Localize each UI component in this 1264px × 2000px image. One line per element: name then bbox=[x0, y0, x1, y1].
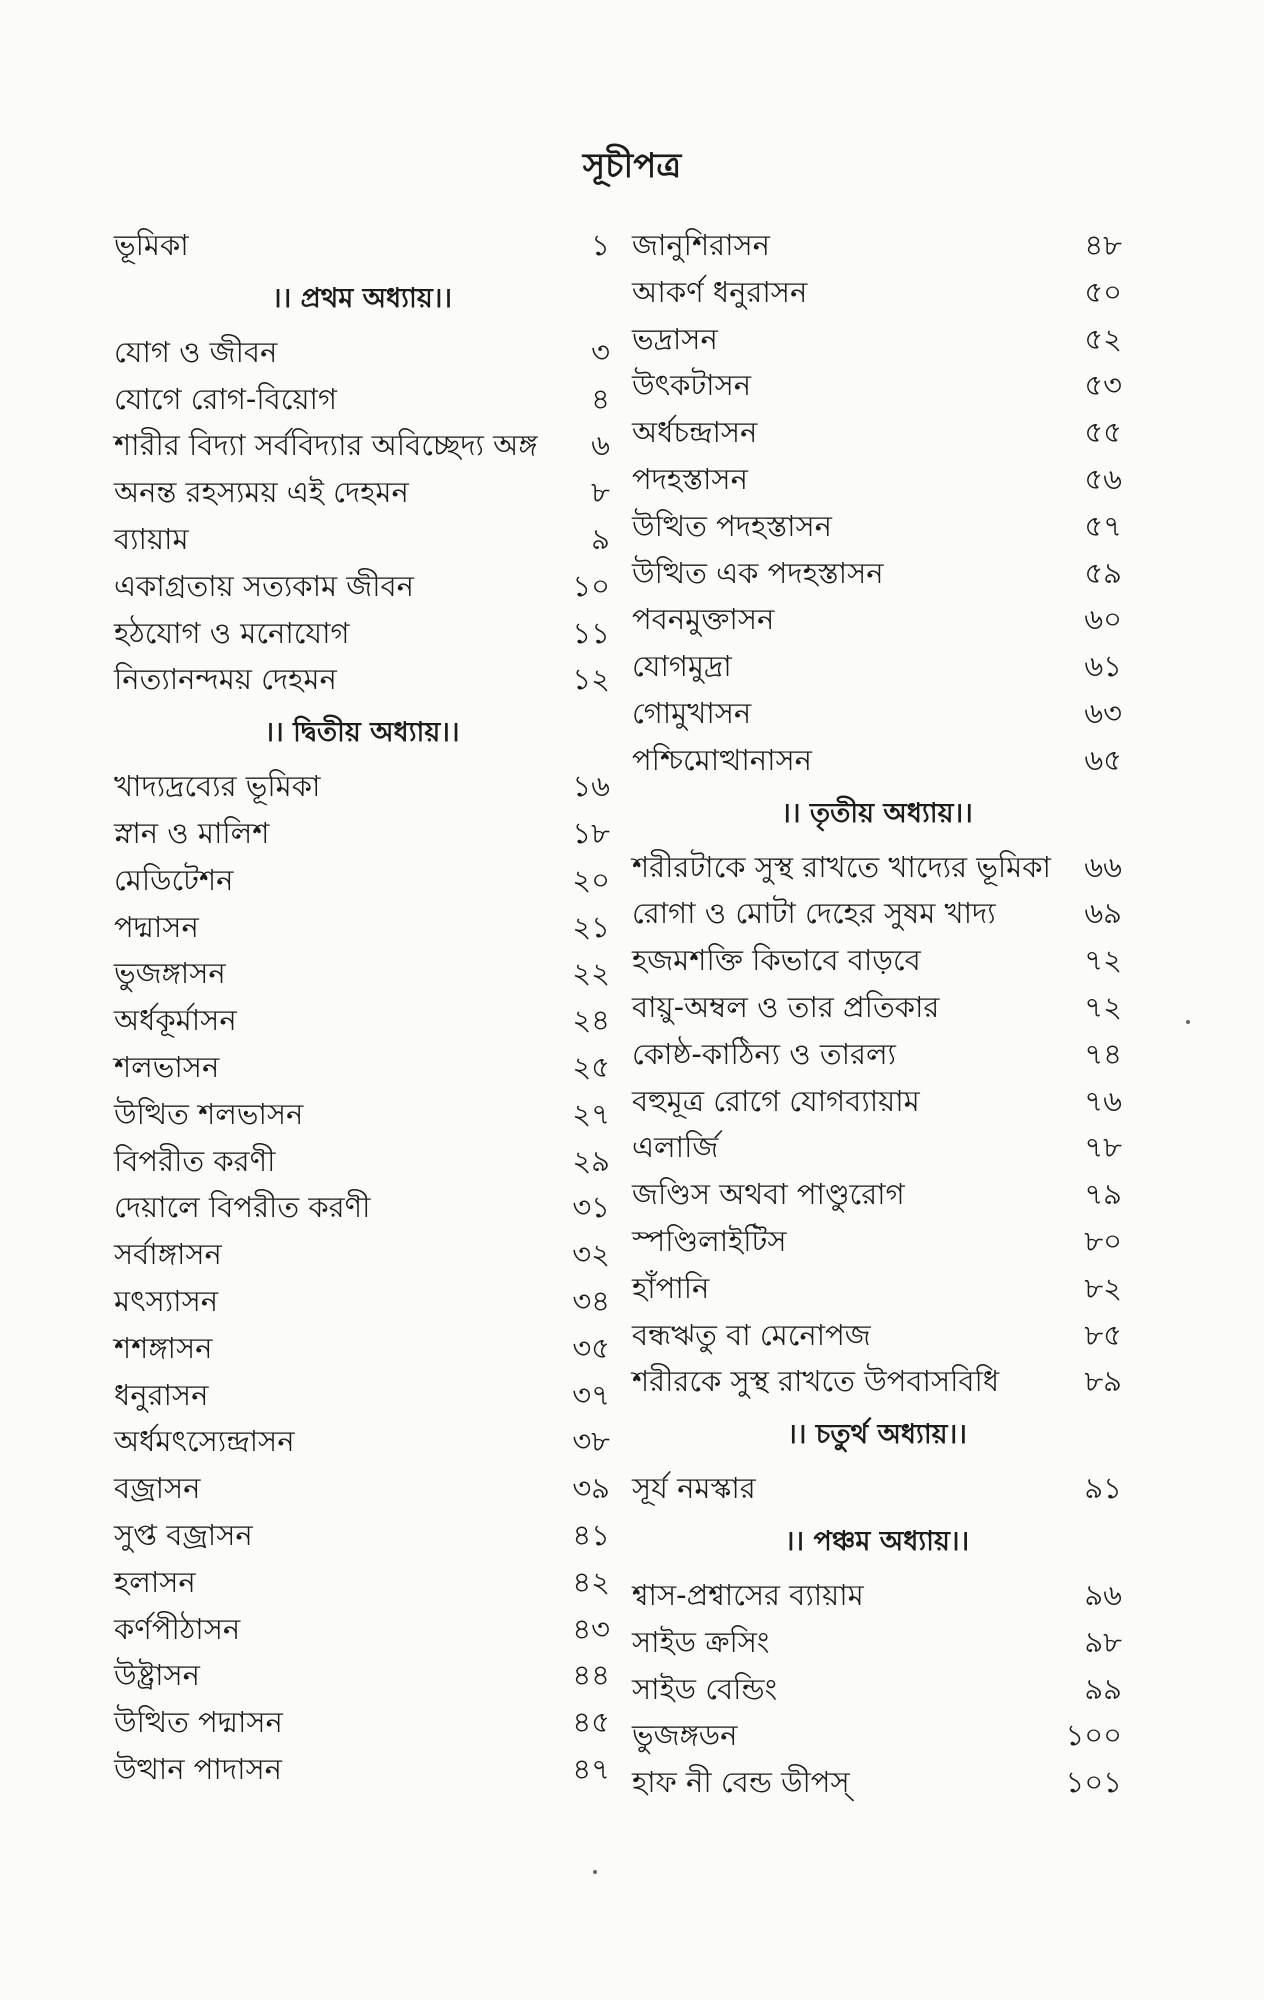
toc-entry[interactable] bbox=[632, 1171, 1122, 1218]
toc-entry-title: শরীরটাকে সুস্থ রাখতে খাদ্যের ভূমিকা bbox=[632, 849, 1051, 884]
toc-entry[interactable] bbox=[632, 1358, 1122, 1405]
toc-entry-title: অনন্ত রহস্যময় এই দেহমন bbox=[114, 475, 409, 510]
toc-entry-title: বায়ু-অম্বল ও তার প্রতিকার bbox=[632, 989, 940, 1024]
toc-entry[interactable] bbox=[632, 1619, 1122, 1666]
toc-entry[interactable] bbox=[632, 1572, 1122, 1619]
toc-entry-title: পদ্মাসন bbox=[114, 909, 199, 944]
toc-entry[interactable] bbox=[632, 1124, 1122, 1171]
toc-entry-page: ৭৯ bbox=[1084, 1177, 1122, 1212]
toc-entry[interactable] bbox=[114, 376, 610, 423]
toc-entry-page: ৯ bbox=[591, 521, 610, 556]
toc-entry-title: সাইড বেন্ডিং bbox=[632, 1671, 778, 1706]
toc-entry-page: ৭৪ bbox=[1084, 1036, 1122, 1071]
toc-entry-page: ৬৫ bbox=[1084, 742, 1122, 777]
toc-entry-title: কোষ্ঠ-কাঠিন্য ও তারল্য bbox=[632, 1036, 896, 1071]
toc-entry-title: একাগ্রতায় সত্যকাম জীবন bbox=[114, 568, 414, 603]
toc-entry-title: অর্ধমৎস্যেন্দ্রাসন bbox=[114, 1424, 295, 1459]
toc-entry[interactable] bbox=[114, 1278, 610, 1325]
toc-entry-page: ১৬ bbox=[572, 769, 610, 804]
toc-entry[interactable] bbox=[114, 1652, 610, 1699]
toc-entry[interactable] bbox=[114, 1699, 610, 1746]
toc-entry[interactable] bbox=[632, 1712, 1122, 1759]
toc-entry-title: মেডিটেশন bbox=[114, 862, 234, 897]
toc-entry-title: যোগ ও জীবন bbox=[114, 334, 278, 369]
toc-entry-page: ৮২ bbox=[1084, 1270, 1122, 1305]
toc-entry-page: ৫৬ bbox=[1084, 461, 1122, 496]
toc-entry-page: ১১ bbox=[572, 615, 610, 650]
toc-entry[interactable] bbox=[114, 1325, 610, 1372]
toc-entry-page: ৯৬ bbox=[1084, 1577, 1122, 1612]
toc-entry-title: সাইড ক্রসিং bbox=[632, 1624, 770, 1659]
toc-entry-title: জণ্ডিস অথবা পাণ্ডুরোগ bbox=[632, 1177, 905, 1212]
toc-entry-page: ৬১ bbox=[1084, 649, 1122, 684]
toc-entry[interactable] bbox=[114, 1559, 610, 1606]
toc-entry-title: মৎস্যাসন bbox=[114, 1283, 219, 1318]
toc-entry-title: সুপ্ত বজ্রাসন bbox=[114, 1517, 253, 1552]
toc-entry-title: যোগে রোগ-বিয়োগ bbox=[114, 381, 337, 416]
toc-entry[interactable] bbox=[632, 456, 1122, 503]
toc-entry[interactable] bbox=[114, 610, 610, 657]
toc-entry[interactable] bbox=[632, 550, 1122, 597]
toc-entry-title: অর্ধকূর্মাসন bbox=[114, 1003, 237, 1038]
toc-entry[interactable] bbox=[632, 269, 1122, 316]
toc-entry[interactable] bbox=[114, 469, 610, 516]
toc-entry-page: ৮৫ bbox=[1084, 1317, 1122, 1352]
toc-entry[interactable] bbox=[114, 997, 610, 1044]
toc-entry-page: ৭২ bbox=[1084, 943, 1122, 978]
toc-entry[interactable] bbox=[114, 1184, 610, 1231]
toc-entry-page: ৩৮ bbox=[572, 1424, 610, 1459]
toc-entry[interactable] bbox=[632, 690, 1122, 737]
toc-entry-page: ৪৭ bbox=[572, 1751, 610, 1786]
toc-entry[interactable] bbox=[114, 1465, 610, 1512]
toc-entry-page: ৪৩ bbox=[572, 1611, 610, 1646]
toc-entry-page: ৩ bbox=[591, 334, 610, 369]
toc-entry-title: বজ্রাসন bbox=[114, 1471, 201, 1506]
toc-entry-title: হাঁপানি bbox=[632, 1270, 710, 1305]
page-title: সূচীপত্র bbox=[582, 146, 682, 186]
toc-entry-page: ৩৯ bbox=[572, 1471, 610, 1506]
toc-entry-title: হঠযোগ ও মনোযোগ bbox=[114, 615, 350, 650]
toc-entry[interactable] bbox=[632, 1666, 1122, 1713]
toc-entry-page: ৫৯ bbox=[1084, 555, 1122, 590]
toc-entry-page: ২১ bbox=[572, 909, 610, 944]
toc-entry[interactable] bbox=[632, 409, 1122, 456]
toc-entry-title: যোগমুদ্রা bbox=[632, 649, 732, 684]
toc-entry[interactable] bbox=[114, 1044, 610, 1091]
toc-entry[interactable] bbox=[114, 222, 610, 269]
toc-entry-page: ১ bbox=[591, 228, 610, 262]
toc-entry-title: পদহস্তাসন bbox=[632, 461, 748, 496]
toc-entry-page: ২৭ bbox=[572, 1096, 610, 1131]
toc-entry-title: উষ্ট্রাসন bbox=[114, 1658, 200, 1693]
toc-entry[interactable] bbox=[114, 656, 610, 703]
toc-entry-title: উত্থিত পদহস্তাসন bbox=[632, 508, 832, 543]
toc-entry[interactable] bbox=[114, 1091, 610, 1138]
toc-entry-title: বহুমূত্র রোগে যোগব্যায়াম bbox=[632, 1083, 920, 1118]
toc-entry-title: ভুজঙ্গাসন bbox=[114, 956, 226, 991]
toc-entry-title: কর্ণপীঠাসন bbox=[114, 1611, 241, 1646]
toc-entry-title: খাদ্যদ্রব্যের ভূমিকা bbox=[114, 769, 321, 804]
toc-entry[interactable] bbox=[632, 1218, 1122, 1265]
toc-entry-page: ৯৯ bbox=[1084, 1671, 1122, 1706]
toc-entry[interactable] bbox=[632, 222, 1122, 269]
toc-entry-page: ৩১ bbox=[572, 1190, 610, 1225]
toc-entry-title: পশ্চিমোত্থানাসন bbox=[632, 742, 812, 777]
chapter-heading: ।। দ্বিতীয় অধ্যায়।। bbox=[264, 717, 460, 749]
toc-entry[interactable] bbox=[114, 810, 610, 857]
toc-entry-title: শারীর বিদ্যা সর্ববিদ্যার অবিচ্ছেদ্য অঙ্গ bbox=[114, 428, 538, 463]
toc-entry-title: সূর্য নমস্কার bbox=[632, 1471, 756, 1506]
toc-entry-page: ৪ bbox=[591, 381, 610, 416]
toc-entry-title: গোমুখাসন bbox=[632, 695, 752, 730]
toc-entry[interactable] bbox=[114, 1512, 610, 1559]
toc-entry[interactable] bbox=[632, 1265, 1122, 1312]
toc-entry-page: ২০ bbox=[572, 862, 610, 897]
toc-entry-page: ৪৮ bbox=[1084, 228, 1122, 262]
toc-entry[interactable] bbox=[632, 1465, 1122, 1512]
toc-entry[interactable] bbox=[114, 422, 610, 469]
chapter-heading: ।। চতুর্থ অধ্যায়।। bbox=[787, 1419, 967, 1451]
toc-entry[interactable] bbox=[114, 1231, 610, 1278]
toc-entry-page: ৮ bbox=[591, 475, 610, 510]
toc-entry-title: শশঙ্গাসন bbox=[114, 1330, 213, 1365]
toc-entry-page: ১৮ bbox=[572, 815, 610, 850]
toc-left-column bbox=[114, 222, 610, 1793]
toc-entry-title: রোগা ও মোটা দেহের সুষম খাদ্য bbox=[632, 896, 996, 931]
toc-entry[interactable] bbox=[632, 1078, 1122, 1125]
chapter-heading: ।। তৃতীয় অধ্যায়।। bbox=[781, 797, 973, 829]
toc-entry-page: ৯৮ bbox=[1084, 1624, 1122, 1659]
toc-entry[interactable] bbox=[632, 503, 1122, 550]
toc-entry-title: দেয়ালে বিপরীত করণী bbox=[114, 1190, 371, 1225]
toc-entry[interactable] bbox=[114, 563, 610, 610]
toc-entry-title: উত্থিত এক পদহস্তাসন bbox=[632, 555, 884, 590]
toc-entry-title: উত্থিত পদ্মাসন bbox=[114, 1705, 283, 1740]
toc-entry-title: উৎকটাসন bbox=[632, 368, 752, 403]
toc-entry-title: বিপরীত করণী bbox=[114, 1143, 276, 1178]
toc-entry-title: জানুশিরাসন bbox=[632, 228, 770, 262]
toc-entry-title: শ্বাস-প্রশ্বাসের ব্যায়াম bbox=[632, 1577, 864, 1612]
speck-mark bbox=[593, 1870, 597, 1874]
toc-entry-page: ৮০ bbox=[1084, 1223, 1122, 1258]
toc-entry[interactable] bbox=[632, 844, 1122, 891]
toc-entry-page: ৮৯ bbox=[1084, 1364, 1122, 1399]
toc-entry[interactable] bbox=[632, 362, 1122, 409]
toc-entry-page: ৭৬ bbox=[1084, 1083, 1122, 1118]
toc-entry-title: অর্ধচন্দ্রাসন bbox=[632, 415, 758, 450]
toc-entry[interactable] bbox=[632, 890, 1122, 937]
toc-entry-title: হজমশক্তি কিভাবে বাড়বে bbox=[632, 943, 921, 978]
toc-entry-page: ৫৫ bbox=[1084, 415, 1122, 450]
toc-entry-title: বন্ধঋতু বা মেনোপজ bbox=[632, 1317, 871, 1352]
toc-entry[interactable] bbox=[114, 1372, 610, 1419]
toc-entry-title: ধনুরাসন bbox=[114, 1377, 209, 1412]
toc-entry-title: স্পণ্ডিলাইটিস bbox=[632, 1223, 787, 1258]
toc-entry-page: ৫০ bbox=[1084, 274, 1122, 309]
toc-entry-page: ২২ bbox=[572, 956, 610, 991]
toc-entry-title: ভূমিকা bbox=[114, 228, 189, 262]
toc-entry-page: ৫৩ bbox=[1084, 368, 1122, 403]
toc-entry-title: হাফ নী বেন্ড ডীপস্ bbox=[632, 1765, 850, 1800]
toc-entry-page: ৪১ bbox=[572, 1517, 610, 1552]
toc-entry-page: ৯১ bbox=[1084, 1471, 1122, 1506]
toc-entry[interactable] bbox=[632, 737, 1122, 784]
toc-entry-title: নিত্যানন্দময় দেহমন bbox=[114, 662, 337, 697]
toc-entry[interactable] bbox=[114, 1746, 610, 1793]
toc-entry-page: ৩৭ bbox=[572, 1377, 610, 1412]
toc-entry[interactable] bbox=[632, 1759, 1122, 1806]
toc-entry[interactable] bbox=[632, 596, 1122, 643]
toc-entry-title: উত্থিত শলভাসন bbox=[114, 1096, 304, 1131]
chapter-heading: ।। প্রথম অধ্যায়।। bbox=[271, 282, 453, 314]
toc-entry-page: ২৪ bbox=[572, 1003, 610, 1038]
toc-entry-page: ১০১ bbox=[1065, 1765, 1122, 1800]
toc-entry-title: এলার্জি bbox=[632, 1130, 719, 1165]
toc-entry-title: উত্থান পাদাসন bbox=[114, 1751, 282, 1786]
toc-entry[interactable] bbox=[632, 316, 1122, 363]
toc-entry-title: হলাসন bbox=[114, 1564, 196, 1599]
toc-entry-title: পবনমুক্তাসন bbox=[632, 602, 775, 637]
speck-mark bbox=[1186, 1020, 1190, 1024]
toc-entry-page: ৭৮ bbox=[1084, 1130, 1122, 1165]
toc-entry[interactable] bbox=[114, 857, 610, 904]
toc-entry[interactable] bbox=[114, 1606, 610, 1653]
toc-entry[interactable] bbox=[114, 329, 610, 376]
toc-entry-page: ৪২ bbox=[572, 1564, 610, 1599]
toc-entry[interactable] bbox=[114, 1418, 610, 1465]
toc-entry-page: ৬০ bbox=[1084, 602, 1122, 637]
toc-entry-page: ৩২ bbox=[572, 1237, 610, 1272]
toc-entry-page: ৫৭ bbox=[1084, 508, 1122, 543]
toc-entry-page: ৩৪ bbox=[572, 1283, 610, 1318]
toc-entry-page: ৪৫ bbox=[572, 1705, 610, 1740]
toc-entry[interactable] bbox=[114, 763, 610, 810]
toc-entry-title: আকর্ণ ধনুরাসন bbox=[632, 274, 808, 309]
toc-entry-page: ৬৩ bbox=[1084, 695, 1122, 730]
toc-entry-page: ৭২ bbox=[1084, 989, 1122, 1024]
toc-entry-title: স্নান ও মালিশ bbox=[114, 815, 270, 850]
toc-entry-title: সর্বাঙ্গাসন bbox=[114, 1237, 222, 1272]
chapter-heading: ।। পঞ্চম অধ্যায়।। bbox=[784, 1525, 970, 1557]
toc-entry[interactable] bbox=[632, 937, 1122, 984]
toc-entry[interactable] bbox=[632, 643, 1122, 690]
toc-entry-page: ৪৪ bbox=[572, 1658, 610, 1693]
toc-entry[interactable] bbox=[114, 950, 610, 997]
toc-entry-page: ৬ bbox=[591, 428, 610, 463]
toc-entry[interactable] bbox=[632, 1031, 1122, 1078]
toc-entry[interactable] bbox=[632, 1312, 1122, 1359]
toc-entry-title: শরীরকে সুস্থ রাখতে উপবাসবিধি bbox=[632, 1364, 1000, 1399]
toc-entry-title: শলভাসন bbox=[114, 1049, 220, 1084]
toc-entry[interactable] bbox=[114, 1138, 610, 1185]
toc-entry-page: ৬৬ bbox=[1084, 849, 1122, 884]
toc-entry-page: ৩৫ bbox=[572, 1330, 610, 1365]
toc-entry-page: ১০০ bbox=[1065, 1718, 1122, 1753]
toc-entry[interactable] bbox=[114, 516, 610, 563]
toc-entry-page: ২৫ bbox=[572, 1049, 610, 1084]
toc-right-column bbox=[632, 222, 1122, 1806]
toc-entry-title: ভদ্রাসন bbox=[632, 321, 718, 356]
toc-entry-page: ১২ bbox=[572, 662, 610, 697]
toc-entry-page: ৬৯ bbox=[1084, 896, 1122, 931]
toc-entry-title: ব্যায়াম bbox=[114, 521, 189, 556]
toc-entry-page: ১০ bbox=[572, 568, 610, 603]
toc-entry-page: ৫২ bbox=[1084, 321, 1122, 356]
toc-entry[interactable] bbox=[114, 904, 610, 951]
toc-entry[interactable] bbox=[632, 984, 1122, 1031]
toc-entry-title: ভুজঙ্গডন bbox=[632, 1718, 738, 1753]
toc-entry-page: ২৯ bbox=[572, 1143, 610, 1178]
